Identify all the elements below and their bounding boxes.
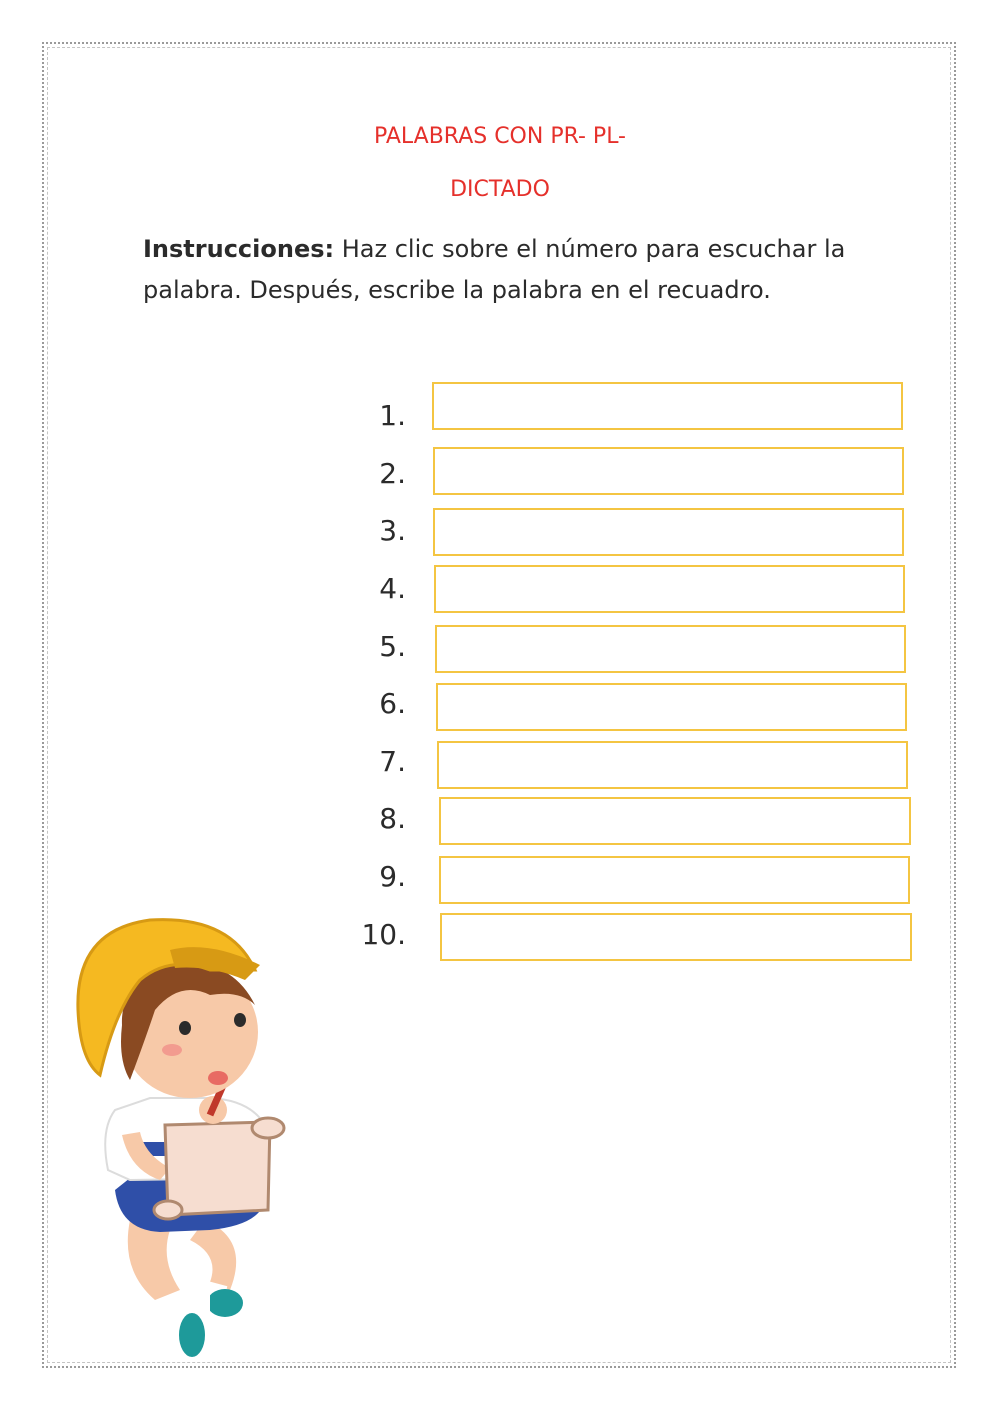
instructions-text: Haz clic sobre el número para escuchar la palabra. Después, escribe la palabra en el recuadro. [143,235,846,304]
item-number-8[interactable]: 8. [379,802,406,835]
item-number-9[interactable]: 9. [379,860,406,893]
item-number-4[interactable]: 4. [379,572,406,605]
answer-input-1[interactable] [432,382,903,430]
answer-input-4[interactable] [434,565,905,613]
answer-input-2[interactable] [433,447,904,495]
item-number-5[interactable]: 5. [379,630,406,663]
item-number-1[interactable]: 1. [379,399,406,432]
worksheet-subtitle: DICTADO [450,177,550,202]
answer-input-6[interactable] [436,683,907,731]
child-writing-on-scroll-icon [60,910,300,1360]
answer-input-3[interactable] [433,508,904,556]
instructions-label: Instrucciones: [143,235,335,263]
answer-input-8[interactable] [439,797,911,845]
item-number-7[interactable]: 7. [379,745,406,778]
item-number-6[interactable]: 6. [379,687,406,720]
answer-input-9[interactable] [439,856,910,904]
worksheet-title: PALABRAS CON PR- PL- [373,124,626,149]
answer-input-10[interactable] [440,913,912,961]
item-number-2[interactable]: 2. [379,457,406,490]
item-number-3[interactable]: 3. [379,514,406,547]
answer-input-5[interactable] [435,625,906,673]
instructions [143,229,863,311]
item-number-10[interactable]: 10. [361,918,406,951]
answer-input-7[interactable] [437,741,908,789]
